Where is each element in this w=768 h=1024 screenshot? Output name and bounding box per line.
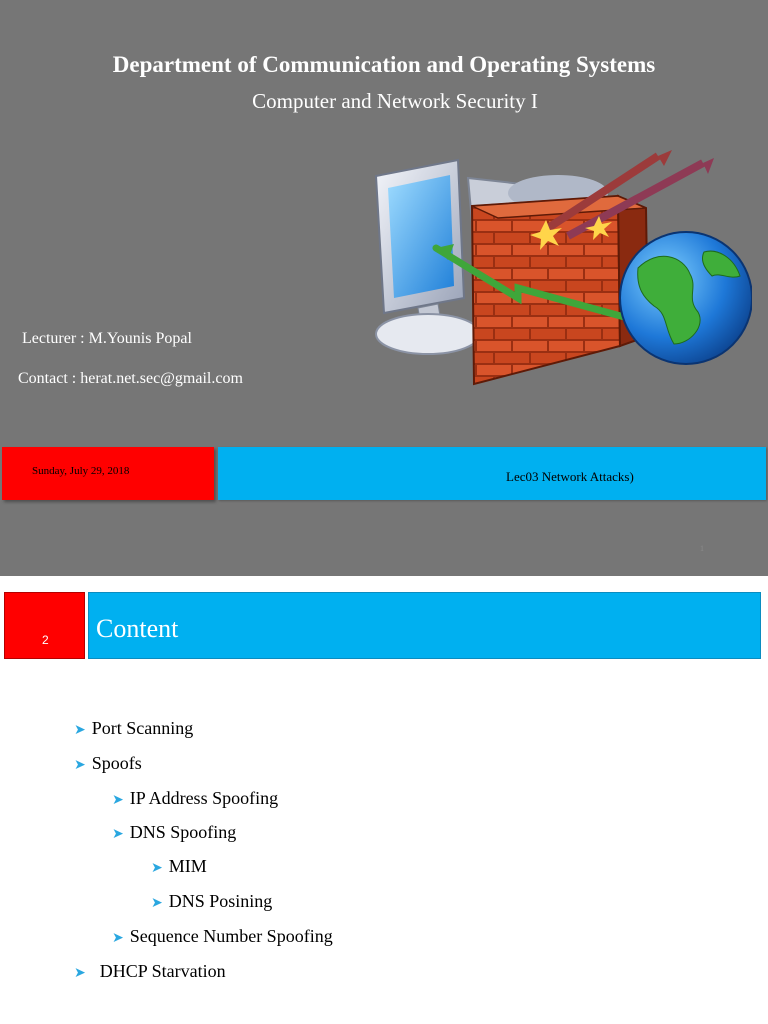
firewall-network-icon: [368, 148, 752, 396]
list-item: ➤ MIM: [151, 856, 207, 876]
slide-number: 2: [42, 633, 49, 647]
list-item: ➤ DHCP Starvation: [74, 961, 226, 981]
arrow-bullet-icon: ➤: [151, 896, 163, 911]
lecture-title: Lec03 Network Attacks): [506, 469, 634, 484]
lecture-date: Sunday, July 29, 2018: [32, 465, 130, 477]
arrow-bullet-icon: ➤: [112, 793, 124, 808]
list-item: ➤ Sequence Number Spoofing: [112, 926, 333, 946]
slide-number: 1: [700, 544, 704, 553]
date-box: [2, 447, 214, 500]
arrow-bullet-icon: ➤: [74, 966, 86, 981]
arrow-bullet-icon: ➤: [74, 723, 86, 738]
content-slide: [0, 577, 768, 1024]
slide-number-box: [4, 592, 85, 659]
arrow-bullet-icon: ➤: [112, 827, 124, 842]
contact-email: Contact : herat.net.sec@gmail.com: [18, 370, 243, 387]
department-title: Department of Communication and Operating Systems: [112, 52, 656, 77]
lecture-title-box: [218, 447, 766, 500]
lecturer-name: Lecturer : M.Younis Popal: [22, 330, 192, 347]
slide-title-box: [88, 592, 761, 659]
list-item: ➤ Port Scanning: [74, 718, 194, 738]
arrow-bullet-icon: ➤: [151, 861, 163, 876]
list-item: ➤ IP Address Spoofing: [112, 788, 279, 808]
list-item: ➤ Spoofs: [74, 753, 142, 773]
course-title: Computer and Network Security I: [252, 89, 538, 113]
list-item: ➤ DNS Posining: [151, 891, 273, 911]
slide-title: Content: [96, 614, 179, 643]
arrow-bullet-icon: ➤: [74, 758, 86, 773]
list-item: ➤ DNS Spoofing: [112, 822, 237, 842]
arrow-bullet-icon: ➤: [112, 931, 124, 946]
